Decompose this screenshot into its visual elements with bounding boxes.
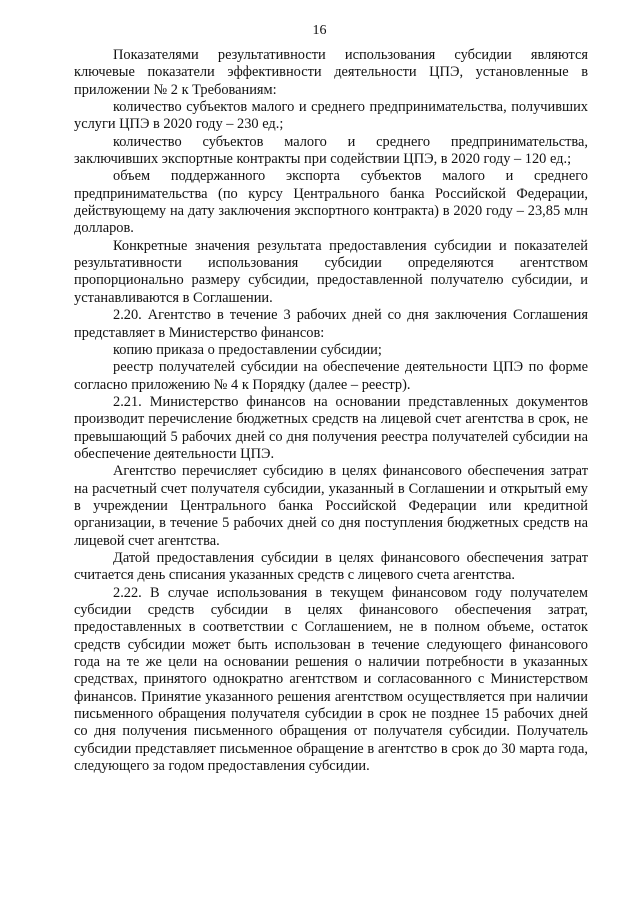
paragraph-order-copy: копию приказа о предоставлении субсидии; (113, 341, 382, 358)
paragraph-agency-transfer: Агентство перечисляет субсидию в целях финансового обеспечения затрат на расчетный счет получателя субсидии, указанный в Соглашении и открытый ему в учреждении Центрального банка Российской Федерации или кредитной организации, в течение 5 рабочих дней со дня поступления бюджетных средств на лицевой счет агентства. (74, 463, 588, 549)
paragraph-indicator-services: количество субъектов малого и среднего предпринимательства, получивших услуги ЦПЭ в 2020 году – 230 ед.; (74, 99, 588, 133)
paragraph-specific-values: Конкретные значения результата предоставления субсидии и показателей результативности использования субсидии определяются агентством пропорционально размеру субсидии, предоставленной получателю субсидии, и устанавливаются в Соглашении. (74, 237, 588, 306)
paragraph-subsidy-date: Датой предоставления субсидии в целях финансового обеспечения затрат считается день списания указанных средств с лицевого счета агентства. (74, 549, 588, 584)
paragraph-clause-2-21: 2.21. Министерство финансов на основании представленных документов производит перечисление бюджетных средств на лицевой счет агентства в срок, не превышающий 5 рабочих дней со дня получения реестра получателей субсидии на обеспечение деятельности ЦПЭ. (74, 393, 588, 462)
paragraph-indicator-contracts: количество субъектов малого и среднего предпринимательства, заключивших экспортные контракты при содействии ЦПЭ, в 2020 году – 120 ед.; (74, 133, 588, 168)
paragraph-clause-2-22: 2.22. В случае использования в текущем финансовом году получателем субсидии средств субсидии в целях финансового обеспечения затрат, предоставленных в соответствии с Соглашением, не в полном объеме, остаток средств субсидии может быть использован в течение следующего финансового года на те же цели на основании решения о наличии потребности в указанных средствах, принятого однократно агентством и согласованного с Министерством финансов. Принятие указанного решения агентством осуществляется при наличии письменного обращения получателя субсидии в срок не позднее 15 рабочих дней со дня получения письменного обращения от получателя субсидии. Получатель субсидии представляет письменное обращение в агентство в срок до 30 марта года, следующего за годом предоставления субсидии. (74, 584, 588, 775)
paragraph-clause-2-20: 2.20. Агентство в течение 3 рабочих дней со дня заключения Соглашения представляет в Министерство финансов: (74, 307, 588, 341)
paragraph-indicator-export-volume: объем поддержанного экспорта субъектов малого и среднего предпринимательства (по курсу Центрального банка Российской Федерации, действующему на дату заключения экспортного контракта) в 2020 году – 23,85 млн долларов. (74, 168, 588, 237)
page-number: 16 (312, 23, 327, 38)
paragraph-performance-indicators: Показателями результативности использования субсидии являются ключевые показатели эффективности деятельности ЦПЭ, установленные в приложении № 2 к Требованиям: (74, 47, 588, 98)
paragraph-registry: реестр получателей субсидии на обеспечение деятельности ЦПЭ по форме согласно приложению № 4 к Порядку (далее – реестр). (74, 359, 588, 393)
document-body (74, 47, 588, 775)
